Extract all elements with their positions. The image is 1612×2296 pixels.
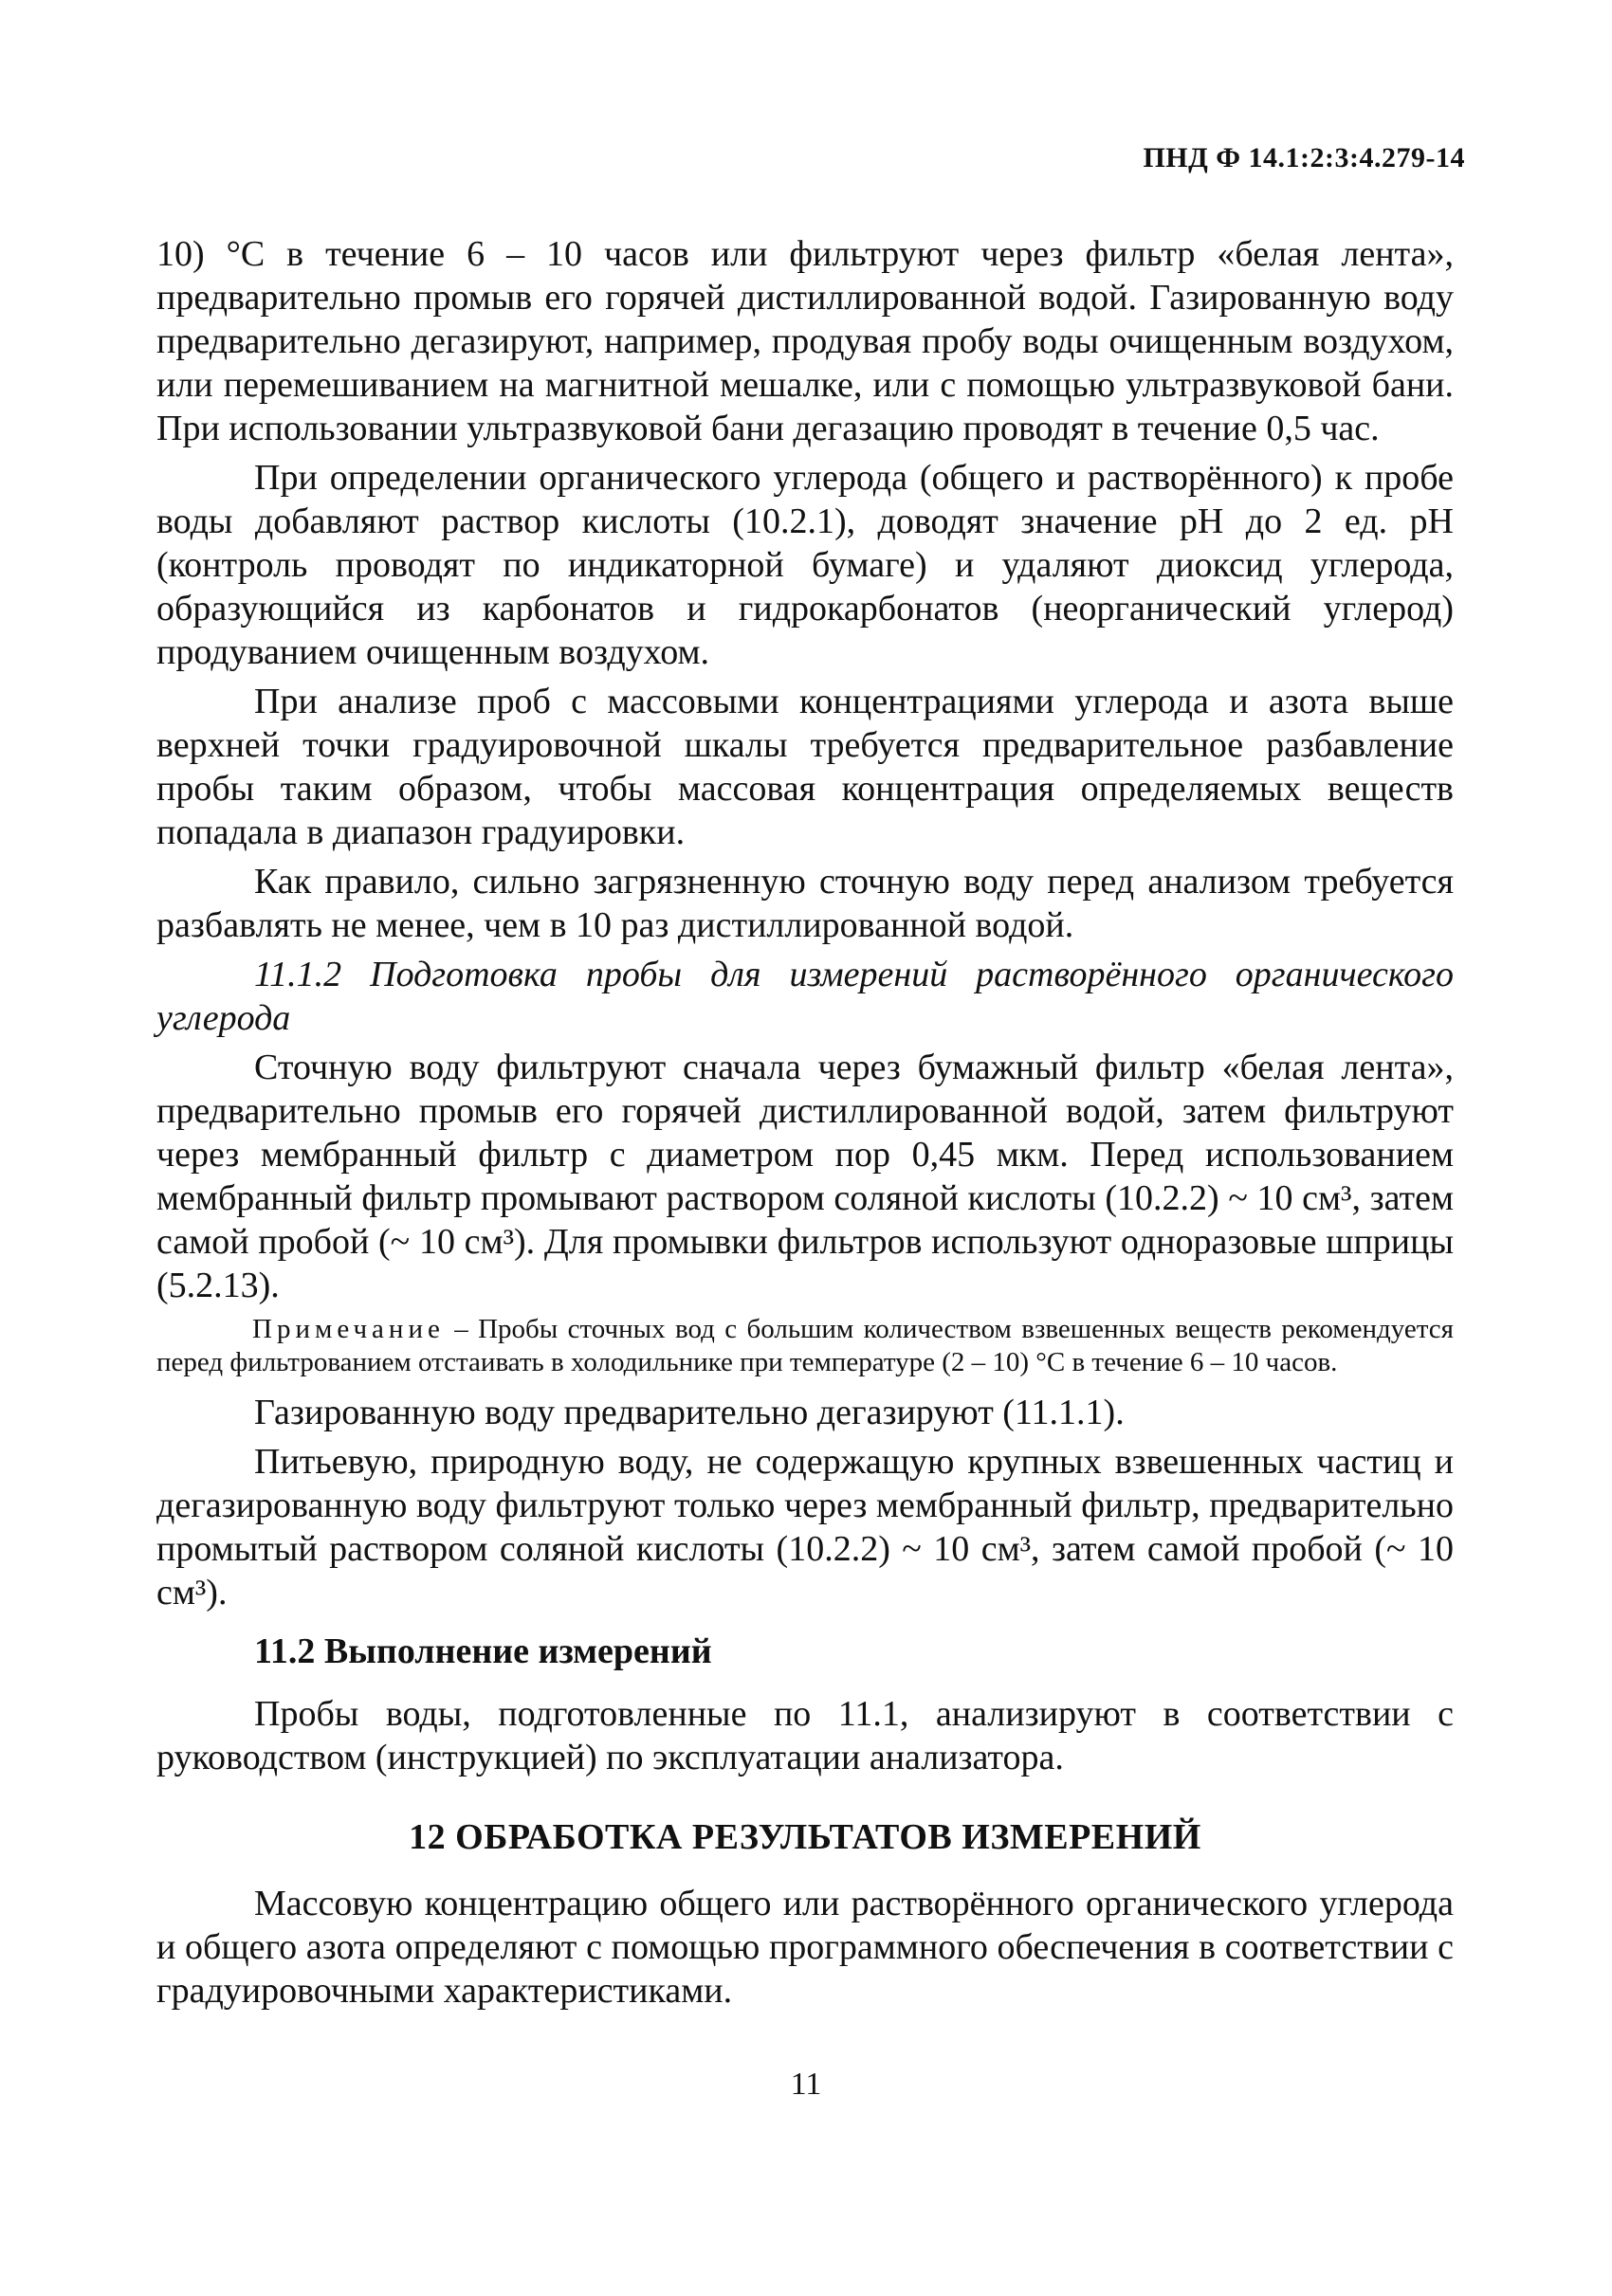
page-number: 11 [790, 2067, 822, 2102]
document-code: ПНД Ф 14.1:2:3:4.279-14 [1143, 142, 1465, 173]
paragraph-dilution: При анализе проб с массовыми концентрациями углерода и азота выше верхней точки градуировочной шкалы требуется предварительное разбавление пробы таким образом, чтобы массовая концентрация определяемых веществ попадала в диапазон градуировки. [156, 682, 1454, 852]
paragraph-continuation: 10) °С в течение 6 – 10 часов или фильтруют через фильтр «белая лента», предварительно промыв его горячей дистиллированной водой. Газированную воду предварительно дегазируют, например, продувая пробу воды очищенным воздухом, или перемешиванием на магнитной мешалке, или с помощью ультразвуковой бани. При использовании ультразвуковой бани дегазацию проводят в течение 0,5 час. [156, 234, 1454, 448]
paragraph-results: Массовую концентрацию общего или растворённого органического углерода и общего азота определяют с помощью программного обеспечения в соответствии с градуировочными характеристиками. [156, 1884, 1454, 2011]
paragraph-organic-carbon: При определении органического углерода (общего и растворённого) к пробе воды добавляют раствор кислоты (10.2.1), доводят значение pH до 2 ед. pH (контроль проводят по индикаторной бумаге) и удаляют диоксид углерода, образующийся из карбонатов и гидрокарбонатов (неорганический углерод) продуванием очищенным воздухом. [156, 458, 1454, 672]
paragraph-degassing: Газированную воду предварительно дегазируют (11.1.1). [254, 1393, 1125, 1432]
chapter-heading-12: 12 ОБРАБОТКА РЕЗУЛЬТАТОВ ИЗМЕРЕНИЙ [409, 1817, 1201, 1857]
paragraph-filtration: Сточную воду фильтруют сначала через бумажный фильтр «белая лента», предварительно промыв его горячей дистиллированной водой, затем фильтруют через мембранный фильтр с диаметром пор 0,45 мкм. Перед использованием мембранный фильтр промывают раствором соляной кислоты (10.2.2) ~ 10 см³, затем самой пробой (~ 10 см³). Для промывки фильтров используют одноразовые шприцы (5.2.13). [156, 1048, 1454, 1305]
paragraph-wastewater-dilution: Как правило, сильно загрязненную сточную воду перед анализом требуется разбавлять не менее, чем в 10 раз дистиллированной водой. [156, 862, 1454, 945]
paragraph-drinking-water: Питьевую, природную воду, не содержащую крупных взвешенных частиц и дегазированную воду фильтруют только через мембранный фильтр, предварительно промытый раствором соляной кислоты (10.2.2) ~ 10 см³, затем самой пробой (~ 10 см³). [156, 1442, 1454, 1613]
subsection-heading-11-1-2: 11.1.2 Подготовка пробы для измерений растворённого органического углерода [156, 955, 1454, 1038]
document-body [156, 232, 1454, 2018]
note-text: – Пробы сточных вод с большим количеством взвешенных веществ рекомендуется перед фильтрованием отстаивать в холодильнике при температуре (2 – 10) °С в течение 6 – 10 часов. [156, 1314, 1454, 1377]
note [156, 1313, 1454, 1379]
note-label: Примечание [252, 1314, 445, 1344]
section-heading-11-2: 11.2 Выполнение измерений [254, 1631, 712, 1671]
paragraph-measurement: Пробы воды, подготовленные по 11.1, анализируют в соответствии с руководством (инструкцией) по эксплуатации анализатора. [156, 1694, 1454, 1777]
